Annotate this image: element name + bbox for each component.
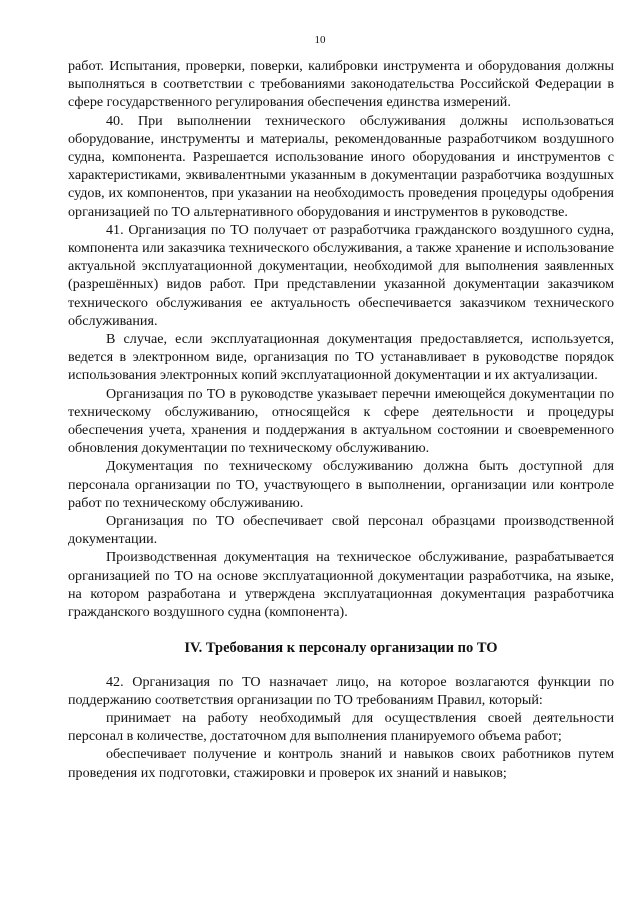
paragraph-42-hiring: принимает на работу необходимый для осуществления своей деятельности персонал в количестве, достаточном для выполнения планируемого объема работ; — [68, 709, 614, 745]
paragraph-41-production-docs: Производственная документация на техническое обслуживание, разрабатывается организацией по ТО на основе эксплуатационной документации разработчика, на языке, на котором разработана и утверждена эксплуатационная документация разработчика гражданского воздушного судна (компонента). — [68, 549, 614, 621]
paragraph-40: 40. При выполнении технического обслуживания должны использоваться оборудование, инструменты и материалы, рекомендованные разработчиком воздушного судна, компонента. Разрешается использование иного оборудования и инструментов с характеристиками, эквивалентными указанным в документации разработчика воздушных судов, их компонентов, при указании на необходимость проведения процедуры одобрения организацией по ТО альтернативного оборудования и инструментов в руководстве. — [68, 112, 614, 220]
section-heading: IV. Требования к персоналу организации по ТО — [184, 640, 498, 657]
paragraph-41-samples: Организация по ТО обеспечивает свой персонал образцами производственной документации. — [68, 513, 614, 548]
paragraph-41: 41. Организация по ТО получает от разработчика гражданского воздушного судна, компонента или заказчика технического обслуживания, а также хранение и использование актуальной эксплуатационной документации, необходимой для выполнения заявленных (разрешённых) видов работ. При представлении указанной документации заказчиком технического обслуживания ее актуальность обеспечивается заказчиком технического обслуживания. — [68, 221, 614, 329]
paragraph-41-doc-lists: Организация по ТО в руководстве указывает перечни имеющейся документации по техническому обслуживанию, относящейся к сфере деятельности и процедуры обеспечения учета, хранения и поддержания в актуальном состоянии и своевременного обновления документации по техническому обслуживанию. — [68, 385, 614, 457]
paragraph-42-training: обеспечивает получение и контроль знаний и навыков своих работников путем проведения их подготовки, стажировки и проверок их знаний и навыков; — [68, 746, 614, 781]
paragraph-continuation: работ. Испытания, проверки, поверки, калибровки инструмента и оборудования должны выполняться в соответствии с требованиями законодательства Российской Федерации в сфере государственного регулирования обеспечения единства измерений. — [68, 58, 614, 111]
paragraph-41-electronic-docs: В случае, если эксплуатационная документация предоставляется, используется, ведется в электронном виде, организация по ТО устанавливает в руководстве порядок использования электронных копий эксплуатационной документации и их актуализации. — [68, 331, 614, 384]
paragraph-41-doc-access: Документация по техническому обслуживанию должна быть доступной для персонала организации по ТО, участвующего в выполнении, организации или контроле работ по техническому обслуживанию. — [68, 458, 614, 511]
document-body — [68, 57, 614, 782]
page-number: 10 — [314, 34, 326, 46]
paragraph-42: 42. Организация по ТО назначает лицо, на которое возлагаются функции по поддержанию соответствия организации по ТО требованиям Правил, который: — [68, 673, 614, 708]
